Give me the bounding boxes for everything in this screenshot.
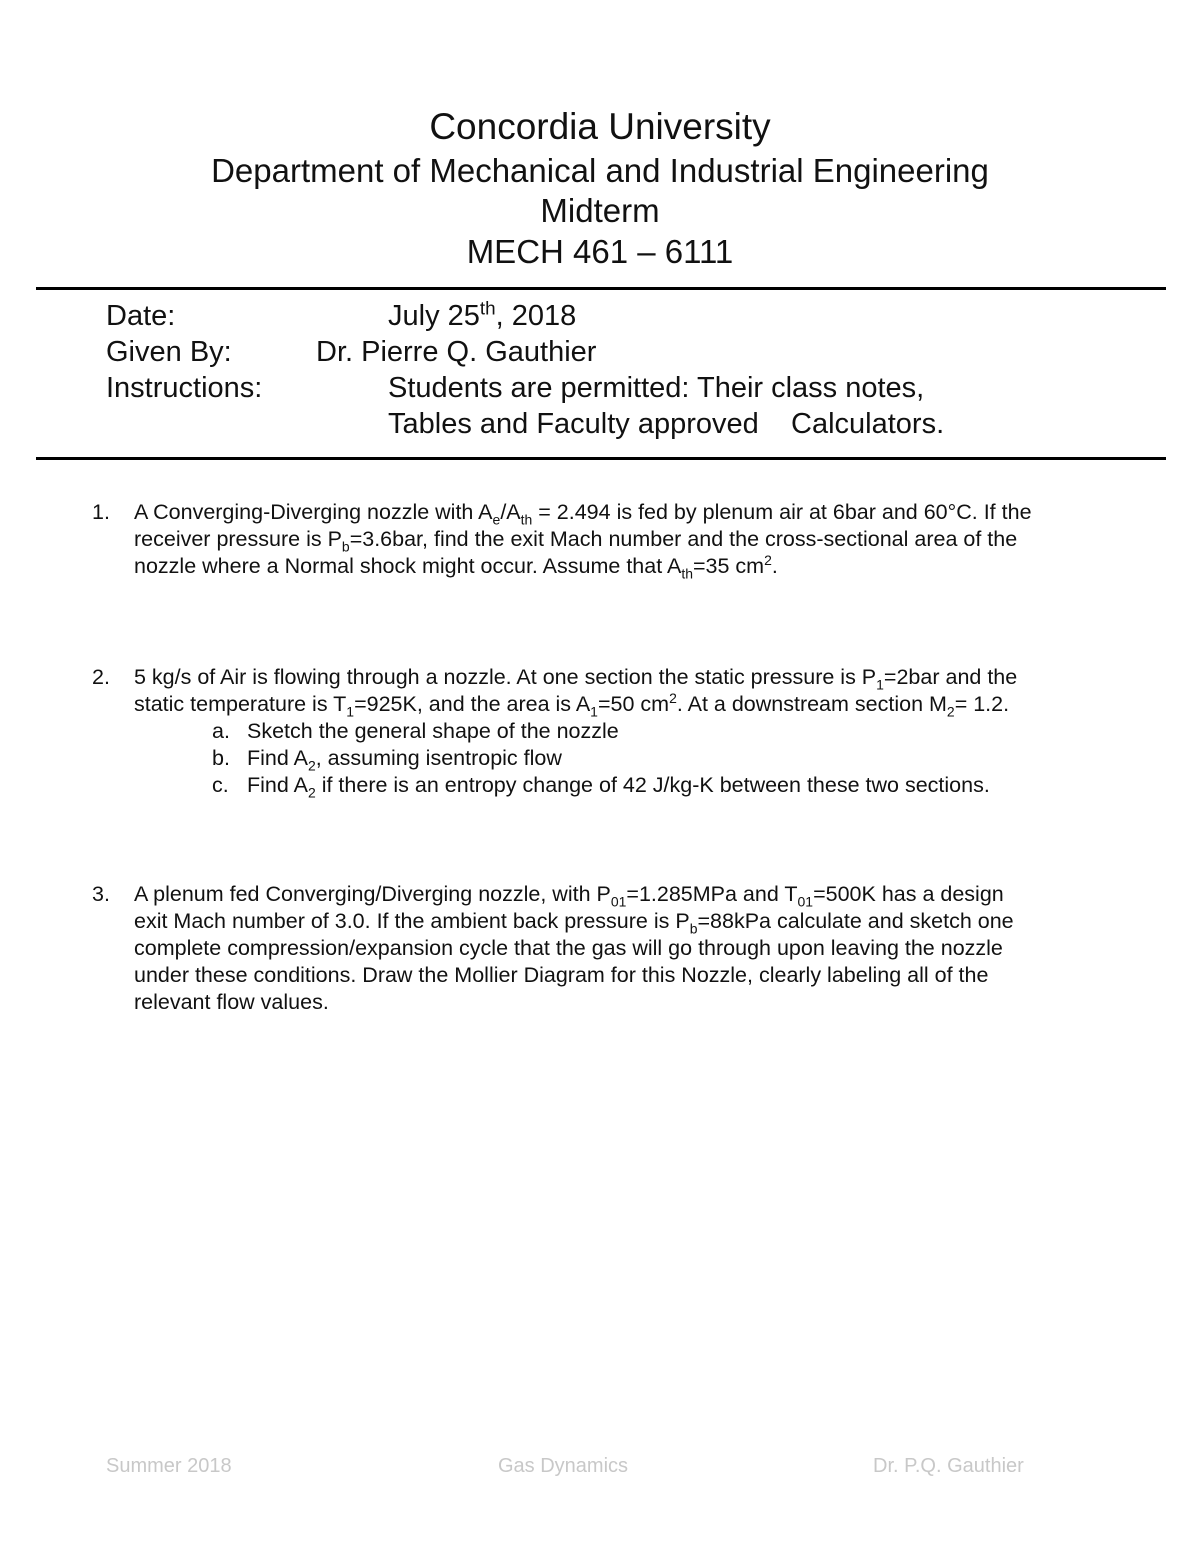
question-text: 5 kg/s of Air is flowing through a nozzle. At one section the static pressure is $P_1=2bar$ and the static temperature is $T_1=925K$, and the area is $A_1=50$ $cm^2$. At a downstream section $M_2= 1.2$. [134, 665, 1018, 720]
instructions-line-2: Tables and Faculty approved Calculators. [388, 408, 945, 440]
question-1 [0, 499, 1200, 589]
question-number: 1. [92, 500, 110, 524]
question-2-part-a: a. Sketch the general shape of the nozzle [212, 719, 619, 743]
given-by-value: Dr. Pierre Q. Gauthier [316, 336, 597, 368]
department-title: Department of Mechanical and Industrial Engineering [211, 152, 989, 189]
question-2-part-c: c. Find $A_2$ if there is an entropy change of 42 J/kg-K between these two sections. [212, 773, 990, 801]
question-3 [0, 881, 1200, 1021]
top-divider [36, 287, 1166, 290]
bottom-divider [36, 457, 1166, 460]
question-number: 2. [92, 665, 110, 689]
given-by-label: Given By: [106, 336, 232, 368]
question-2-part-b: b. Find $A_2$, assuming isentropic flow [212, 746, 562, 774]
instructions-label: Instructions: [106, 372, 263, 404]
footer-instructor: Dr. P.Q. Gauthier [873, 1455, 1024, 1477]
question-text: A Converging-Diverging nozzle with $A_e/A_{th} = 2.494$ is fed by plenum air at 6bar and 60°C. If the receiver pressure is $P_b=3.6bar$, find the exit Mach number and the cross-sectional area of the nozzle where a Normal shock might occur. Assume that $A_{th}=35$ $cm^2$. [134, 500, 1032, 582]
footer-term: Summer 2018 [106, 1455, 232, 1477]
footer-course: Gas Dynamics [498, 1455, 629, 1477]
university-title: Concordia University [429, 106, 771, 147]
date-value: July 25th, 2018 [388, 297, 577, 332]
date-label: Date: [106, 300, 176, 332]
question-number: 3. [92, 882, 110, 906]
exam-title: Midterm [540, 192, 660, 229]
question-text: A plenum fed Converging/Diverging nozzle, with $P_{01}=1.285MPa$ and $T_{01}=500K$ has a design exit Mach number of 3.0. If the ambient back pressure is $P_b=88kPa$ calculate and sketch one complete compression/expansion cycle that the gas will go through upon leaving the nozzle under these conditions. Draw the Mollier Diagram for this Nozzle, clearly labeling all of the relevant flow values. [134, 882, 1014, 1014]
course-code: MECH 461 – 6111 [466, 233, 734, 270]
instructions-line-1: Students are permitted: Their class notes, [388, 372, 925, 404]
